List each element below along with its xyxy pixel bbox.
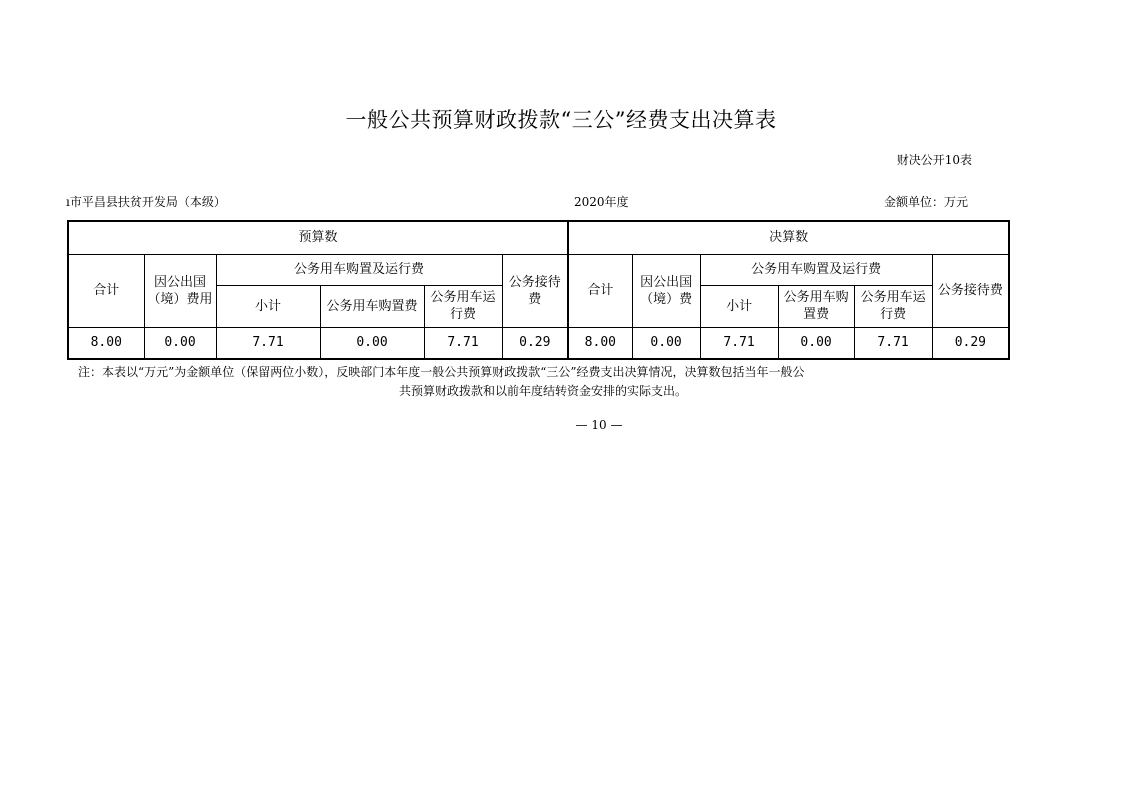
final-reception-value: 0.29 [932,327,1009,359]
budget-header: 预算数 [68,221,568,254]
final-abroad-value: 0.00 [632,327,700,359]
budget-subtotal-value: 7.71 [216,327,320,359]
final-subtotal-value: 7.71 [700,327,778,359]
fiscal-year: 2020年度 [574,195,629,209]
page-number: — 10 — [575,418,623,432]
page-title: 一般公共预算财政拨款“三公”经费支出决算表 [345,108,777,132]
budget-vehicle-group-header: 公务用车购置及运行费 [216,254,502,285]
budget-subtotal-header: 小计 [216,285,320,327]
note-line-2: 共预算财政拨款和以前年度结转资金安排的实际支出。 [398,384,687,398]
budget-reception-value: 0.29 [502,327,568,359]
three-public-expenses-table [67,220,1010,360]
budget-vehicle-operation-header: 公务用车运行费 [424,285,502,327]
final-vehicle-group-header: 公务用车购置及运行费 [700,254,932,285]
amount-unit: 金额单位：万元 [884,195,969,209]
budget-abroad-value: 0.00 [144,327,216,359]
form-code: 财决公开10表 [896,153,972,167]
note-line-1: 注：本表以“万元”为金额单位（保留两位小数），反映部门本年度一般公共预算财政拨款“三公”经费支出决算情况，决算数包括当年一般公 [78,365,805,379]
final-total-header: 合计 [568,254,632,327]
final-vehicle-purchase-value: 0.00 [778,327,854,359]
budget-abroad-header: 因公出国（境）费用 [144,254,216,327]
budget-reception-header: 公务接待费 [502,254,568,327]
table-note [78,363,1008,401]
budget-vehicle-purchase-header: 公务用车购置费 [320,285,424,327]
final-reception-header: 公务接待费 [932,254,1009,327]
final-vehicle-operation-header: 公务用车运行费 [854,285,932,327]
final-total-value: 8.00 [568,327,632,359]
budget-vehicle-purchase-value: 0.00 [320,327,424,359]
final-header: 决算数 [568,221,1009,254]
budget-vehicle-operation-value: 7.71 [424,327,502,359]
final-vehicle-operation-value: 7.71 [854,327,932,359]
final-subtotal-header: 小计 [700,285,778,327]
reporting-unit: ı市平昌县扶贫开发局（本级） [66,195,226,209]
final-abroad-header: 因公出国（境）费 [632,254,700,327]
budget-total-header: 合计 [68,254,144,327]
budget-total-value: 8.00 [68,327,144,359]
final-vehicle-purchase-header: 公务用车购置费 [778,285,854,327]
